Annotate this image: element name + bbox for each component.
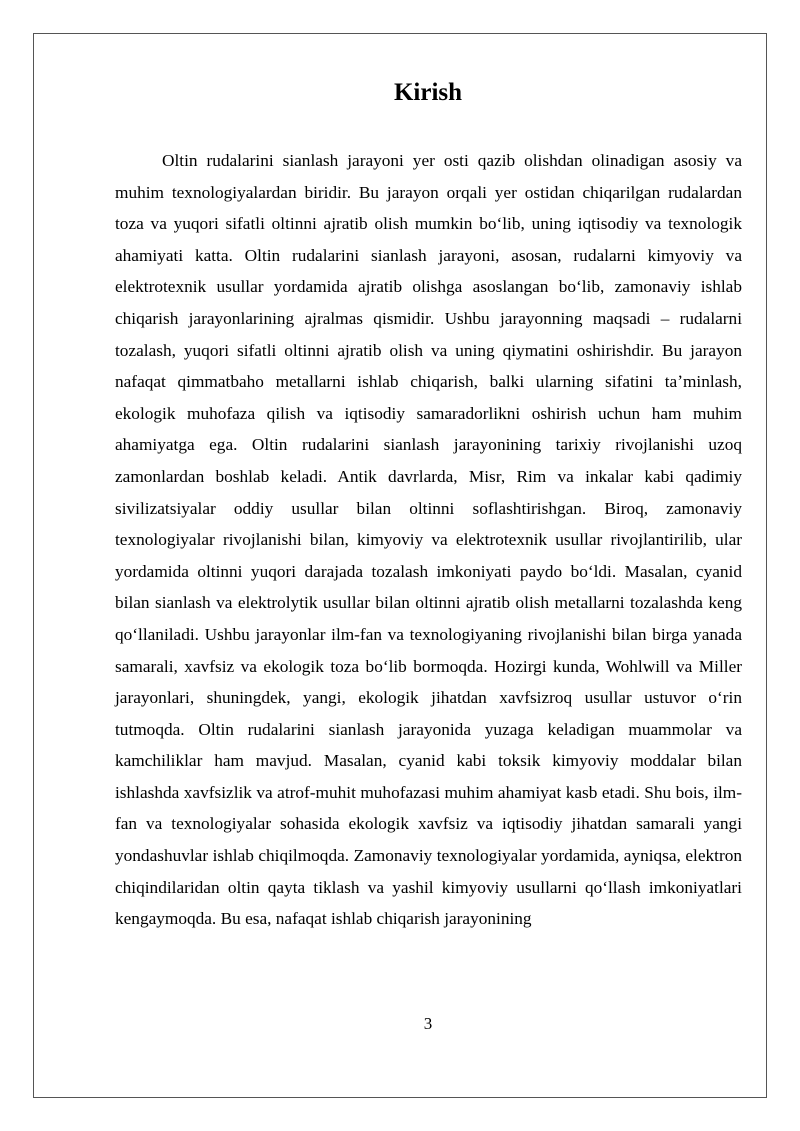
page-title: Kirish	[393, 79, 463, 106]
body-paragraph: Oltin rudalarini sianlash jarayoni yer osti qazib olishdan olinadigan asosiy va muhim texnologiyalardan biridir. Bu jarayon orqali yer ostidan chiqarilgan rudalardan toza va yuqori sifatli oltinni ajratib olish mumkin boʻlib, uning iqtisodiy va texnologik ahamiyati katta. Oltin rudalarini sianlash jarayoni, asosan, rudalarni kimyoviy va elektrotexnik usullar yordamida ajratib olishga asoslangan boʻlib, zamonaviy ishlab chiqarish jarayonlarining ajralmas qismidir. Ushbu jarayonning maqsadi – rudalarni tozalash, yuqori sifatli oltinni ajratib olish va uning qiymatini oshirishdir. Bu jarayon nafaqat qimmatbaho metallarni ishlab chiqarish, balki ularning sifatini taʼminlash, ekologik muhofaza qilish va iqtisodiy samaradorlikni oshirish uchun ham muhim ahamiyatga ega. Oltin rudalarini sianlash jarayonining tarixiy rivojlanishi uzoq zamonlardan boshlab keladi. Antik davrlarda, Misr, Rim va inkalar kabi qadimiy sivilizatsiyalar oddiy usullar bilan oltinni soflashtirishgan. Biroq, zamonaviy texnologiyalar rivojlanishi bilan, kimyoviy va elektrotexnik usullar rivojlantirilib, ular yordamida oltinni yuqori darajada tozalash imkoniyati paydo boʻldi. Masalan, cyanid bilan sianlash va elektrolytik usullar bilan oltinni ajratib olish metallarni tozalashda keng qoʻllaniladi. Ushbu jarayonlar ilm-fan va texnologiyaning rivojlanishi bilan birga yanada samarali, xavfsiz va ekologik toza boʻlib bormoqda. Hozirgi kunda, Wohlwill va Miller jarayonlari, shuningdek, yangi, ekologik jihatdan xavfsizroq usullar ustuvor oʻrin tutmoqda. Oltin rudalarini sianlash jarayonida yuzaga keladigan muammolar va kamchiliklar ham mavjud. Masalan, cyanid kabi toksik kimyoviy moddalar bilan ishlashda xavfsizlik va atrof-muhit muhofazasi muhim ahamiyat kasb etadi. Shu bois, ilm-fan va texnologiyalar sohasida ekologik xavfsiz va iqtisodiy jihatdan samarali yangi yondashuvlar ishlab chiqilmoqda. Zamonaviy texnologiyalar yordamida, ayniqsa, elektron chiqindilaridan oltin qayta tiklash va yashil kimyoviy usullarni qoʻllash imkoniyatlari kengaymoqda. Bu esa, nafaqat ishlab chiqarish jarayonining	[115, 151, 742, 929]
page-number: 3	[423, 1014, 433, 1033]
